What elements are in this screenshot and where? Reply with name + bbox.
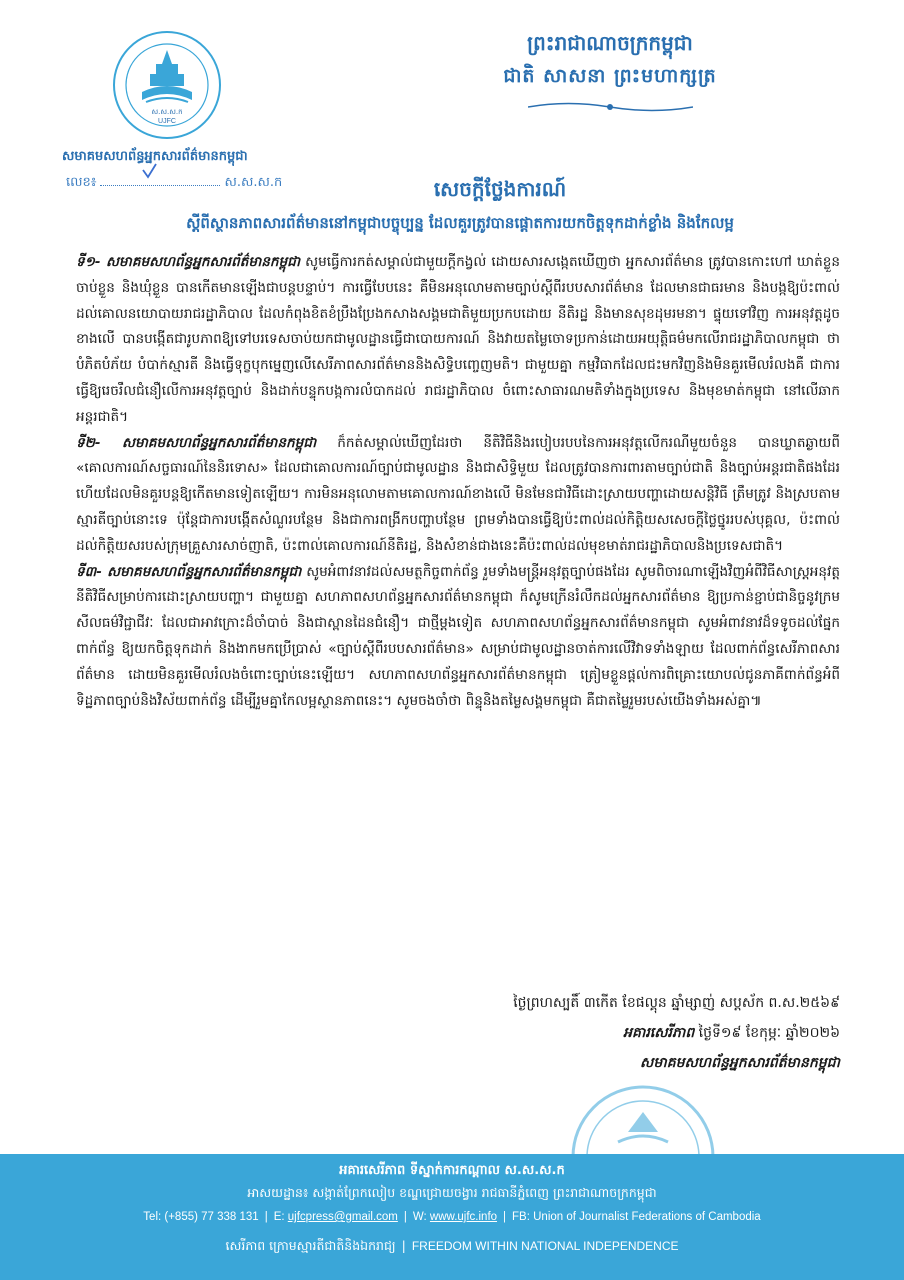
civil-date-prefix: អគារសេរីភាព <box>623 1025 695 1041</box>
footer-tel: Tel: (+855) 77 338 131 <box>143 1211 259 1223</box>
paragraph-3 <box>76 560 840 715</box>
signing-organization: សមាគមសហព័ន្ធអ្នកសារព័ត៌មានកម្ពុជា <box>640 1055 840 1071</box>
official-seal-icon <box>568 1062 718 1162</box>
ref-suffix: ស.ស.ស.ក <box>224 175 283 190</box>
flourish-divider-icon <box>528 98 693 116</box>
kingdom-title: ព្រះរាជាណាចក្រកម្ពុជា <box>527 31 693 55</box>
paragraph-2 <box>76 431 840 560</box>
footer-web-link[interactable]: www.ujfc.info <box>429 1211 498 1223</box>
statement-body <box>76 250 840 714</box>
civil-date <box>300 1018 840 1048</box>
ujfc-logo-graphic <box>112 30 222 140</box>
ref-label: លេខ៖ <box>66 175 97 190</box>
footer-address: អាសយដ្ឋាន៖ សង្កាត់ព្រែកលៀប ខណ្ឌជ្រោយចង្វារ រាជធានីភ្នំពេញ ព្រះរាជាណាចក្រកម្ពុជា <box>247 1185 657 1200</box>
footer-slogan-km: សេរីភាព ក្រោមស្មារតីជាតិនិងឯករាជ្យ <box>225 1238 396 1253</box>
footer-slogan: សេរីភាព ក្រោមស្មារតីជាតិនិងឯករាជ្យ | FREEDOM WITHIN NATIONAL INDEPENDENCE <box>225 1238 679 1253</box>
paragraph-2-text: ក៏កត់សម្គាល់ឃើញដែរថា នីតិវិធីនិងរបៀបរបបនៃការអនុវត្តលើករណីមួយចំនួន បានឃ្លាតឆ្ងាយពី «គោលការណ៍សច្ចធារណ៍នៃនិរទោស» ដែលជាគោលការណ៍ច្បាប់ជាមូលដ្ឋាន និងជាសិទ្ធិមួយ ដែលត្រូវបានការពារតាមច្បាប់ជាតិ និងច្បាប់អន្តរជាតិផងដែរ ហើយដែលមិនគួរបន្តឱ្យកើតមានទៀតឡើយ។ ការមិនអនុលោមតាមគោលការណ៍ខាងលើ មិនមែនជាវិធីដោះស្រាយបញ្ហាដោយសន្តិវិធី ត្រឹមត្រូវ និងស្របតាមស្មារតីច្បាប់នោះទេ ប៉ុន្តែជាការបង្កើតសំណួរបន្ថែម និងជាការពង្រីកបញ្ហាបន្ថែម ព្រមទាំងបានធ្វើឱ្យប៉ះពាល់ដល់កិត្តិយសសេចក្តីថ្លៃថ្នូររបស់បុគ្គល, ប៉ះពាល់ដល់កិត្តិយសរបស់ក្រុមគ្រួសារសាច់ញាតិ, ប៉ះពាល់គោលការណ៍នីតិរដ្ឋ, និងសំខាន់ជាងនេះគឺប៉ះពាល់ដល់មុខមាត់រាជរដ្ឋាភិបាលនិងប្រទេសជាតិ។ <box>76 434 840 554</box>
paragraph-1 <box>76 250 840 431</box>
svg-text:ស.ស.ស.ក: ស.ស.ស.ក <box>151 108 183 116</box>
checkmark-icon <box>140 162 158 180</box>
paragraph-1-heading: ទី១- សមាគមសហព័ន្ធអ្នកសារព័ត៌មានកម្ពុជា <box>76 254 301 270</box>
footer-slogan-en: FREEDOM WITHIN NATIONAL INDEPENDENCE <box>411 1239 679 1253</box>
ujfc-logo <box>112 30 222 140</box>
footer-email-label: E: <box>273 1211 285 1223</box>
footer-bar <box>0 1154 904 1280</box>
civil-date-text: ថ្ងៃទី១៩ ខែកុម្ភៈ ឆ្នាំ២០២៦ <box>694 1025 840 1041</box>
statement-title: សេចក្តីថ្លែងការណ៍ <box>433 177 567 201</box>
reference-number <box>66 174 282 193</box>
paragraph-3-text: សូមអំពាវនាវដល់សមត្ថកិច្ចពាក់ព័ន្ធ រួមទាំងមន្ត្រីអនុវត្តច្បាប់ផងដែរ សូមពិចារណាឡើងវិញអំពីវិធីសាស្ត្រអនុវត្តនីតិវិធីសម្រាប់ការដោះស្រាយបញ្ហា។ ជាមួយគ្នា សហភាពសហព័ន្ធអ្នកសារព័ត៌មានកម្ពុជា ក៏សូមក្រើនរំលឹកដល់អ្នកសារព័ត៌មាន ឱ្យប្រកាន់ខ្ជាប់ជានិច្ចនូវក្រមសីលធម៌វិជ្ជាជីវៈ ដែលជាអាវក្រោះដ៏ចាំបាច់ និងជាស្ពានដៃនជំនឿ។ ជាថ្មីម្តងទៀត សហភាពសហព័ន្ធអ្នកសារព័ត៌មានកម្ពុជា សូមអំពាវនាវដ៏ទទូចដល់ផ្នែកពាក់ព័ន្ធ ឱ្យយកចិត្តទុកដាក់ និងងាកមកប្រើប្រាស់ «ច្បាប់ស្តីពីរបបសារព័ត៌មាន» សម្រាប់ជាមូលដ្ឋានចាត់ការលើវិវាទទាំងឡាយ ដែលពាក់ព័ន្ធសេរីភាពសារព័ត៌មាន ដោយមិនគួរមើលរំលងចំពោះច្បាប់នេះឡើយ។ សហភាពសហព័ន្ធអ្នកសារព័ត៌មានកម្ពុជា ត្រៀមខ្លួនផ្តល់ការពិគ្រោះយោបល់ជូនភាគីពាក់ព័ន្ធអំពីទិដ្ឋភាពច្បាប់និងវិស័យពាក់ព័ន្ធ ដើម្បីរួមគ្នាកែលម្អស្ថានភាពនេះ។ សូមចងចាំថា ពិន្ទុនិងតម្លៃសង្គមកម្ពុជា គឺជាតម្លៃរួមរបស់យើងទាំងអស់គ្នា៕ <box>76 563 840 709</box>
svg-text:UJFC: UJFC <box>158 118 176 125</box>
footer-email-link[interactable]: ujfcpress@gmail.com <box>287 1211 398 1223</box>
ref-dots <box>100 185 220 186</box>
national-motto: ជាតិ សាសនា ព្រះមហាក្សត្រ <box>503 65 717 87</box>
paragraph-1-text: សូមធ្វើការកត់សម្គាល់ជាមួយក្តីកង្វល់ ដោយសារសង្កេតឃើញថា អ្នកសារព័ត៌មាន ត្រូវបានកោះហៅ ឃាត់ខ្លួន ចាប់ខ្លួន និងឃុំខ្លួន បានកើតមានឡើងជាបន្តបន្ទាប់។ ការធ្វើបែបនេះ គឺមិនអនុលោមតាមច្បាប់ស្តីពីរបបសារព័ត៌មាន ដែលមានជាធរមាន និងបង្កឱ្យប៉ះពាល់ដល់គោលនយោបាយរាជរដ្ឋាភិបាល ដែលកំពុងខិតខំប្រឹងប្រែងកសាងសង្គមជាតិមួយប្រកបដោយ នីតិរដ្ឋ និងមានសុខដុមរមនា។ ផ្ទុយទៅវិញ ការអនុវត្តដូចខាងលើ បានបង្កើតជារូបភាពឱ្យទៅបរទេសចាប់យកជាមូលដ្ឋានធ្វើជាបោយការណ៍ និងវាយតម្លៃចោទប្រកាន់ដោយអយុត្តិធម៌មកលើរាជរដ្ឋាភិបាលកម្ពុជា ថាបំភិតបំភ័យ បំបាក់ស្មារតី និងធ្វើទុក្ខបុកម្នេញលើសេរីភាពសារព័ត៌មាននិងសិទ្ធិបញ្ចេញមតិ។ ជាមួយគ្នា កម្មវិធាកដែលជះមកវិញនិងមិនគួរមើលរំលងគឺ ជាការធ្វើឱ្យរេចរឹលជំនឿលើការអនុវត្តច្បាប់ និងដាក់បន្ទុកបង្កការលំបាកដល់ រាជរដ្ឋាភិបាល ចំពោះសាធារណមតិទាំងក្នុងប្រទេស និងមុខមាត់កម្ពុជា នៅលើឆាកអន្តរជាតិ។ <box>76 254 840 425</box>
footer-facebook: FB: Union of Journalist Federations of Cambodia <box>512 1211 761 1223</box>
org-name-header: សមាគមសហព័ន្ធអ្នកសារព័ត៌មានកម្ពុជា <box>62 149 248 164</box>
lunar-date: ថ្ងៃព្រហស្បតិ៍ ៣កើត ខែផល្គុន ឆ្នាំម្សាញ់ សប្តស័ក ព.ស.២៥៦៩ <box>513 995 840 1011</box>
statement-subtitle: ស្តីពីស្ថានភាពសារព័ត៌មាននៅកម្ពុជាបច្ចុប្បន្ន ដែលគួរត្រូវបានផ្តោតការយកចិត្តទុកដាក់ខ្លាំង និងកែលម្អ <box>186 214 734 232</box>
paragraph-3-heading: ទី៣- សមាគមសហព័ន្ធអ្នកសារព័ត៌មានកម្ពុជា <box>76 563 302 580</box>
paragraph-2-heading: ទី២- សមាគមសហព័ន្ធអ្នកសារព័ត៌មានកម្ពុជា <box>76 434 317 451</box>
footer-building: អគារសេរីភាព ទីស្នាក់ការកណ្តាល ស.ស.ស.ក <box>339 1163 565 1178</box>
footer-contacts: Tel: (+855) 77 338 131 | E: ujfcpress@gmail.com | W: www.ujfc.info | FB: Union of Journalist Federations of Cambodia <box>143 1211 761 1223</box>
footer-web-label: W: <box>412 1211 427 1223</box>
